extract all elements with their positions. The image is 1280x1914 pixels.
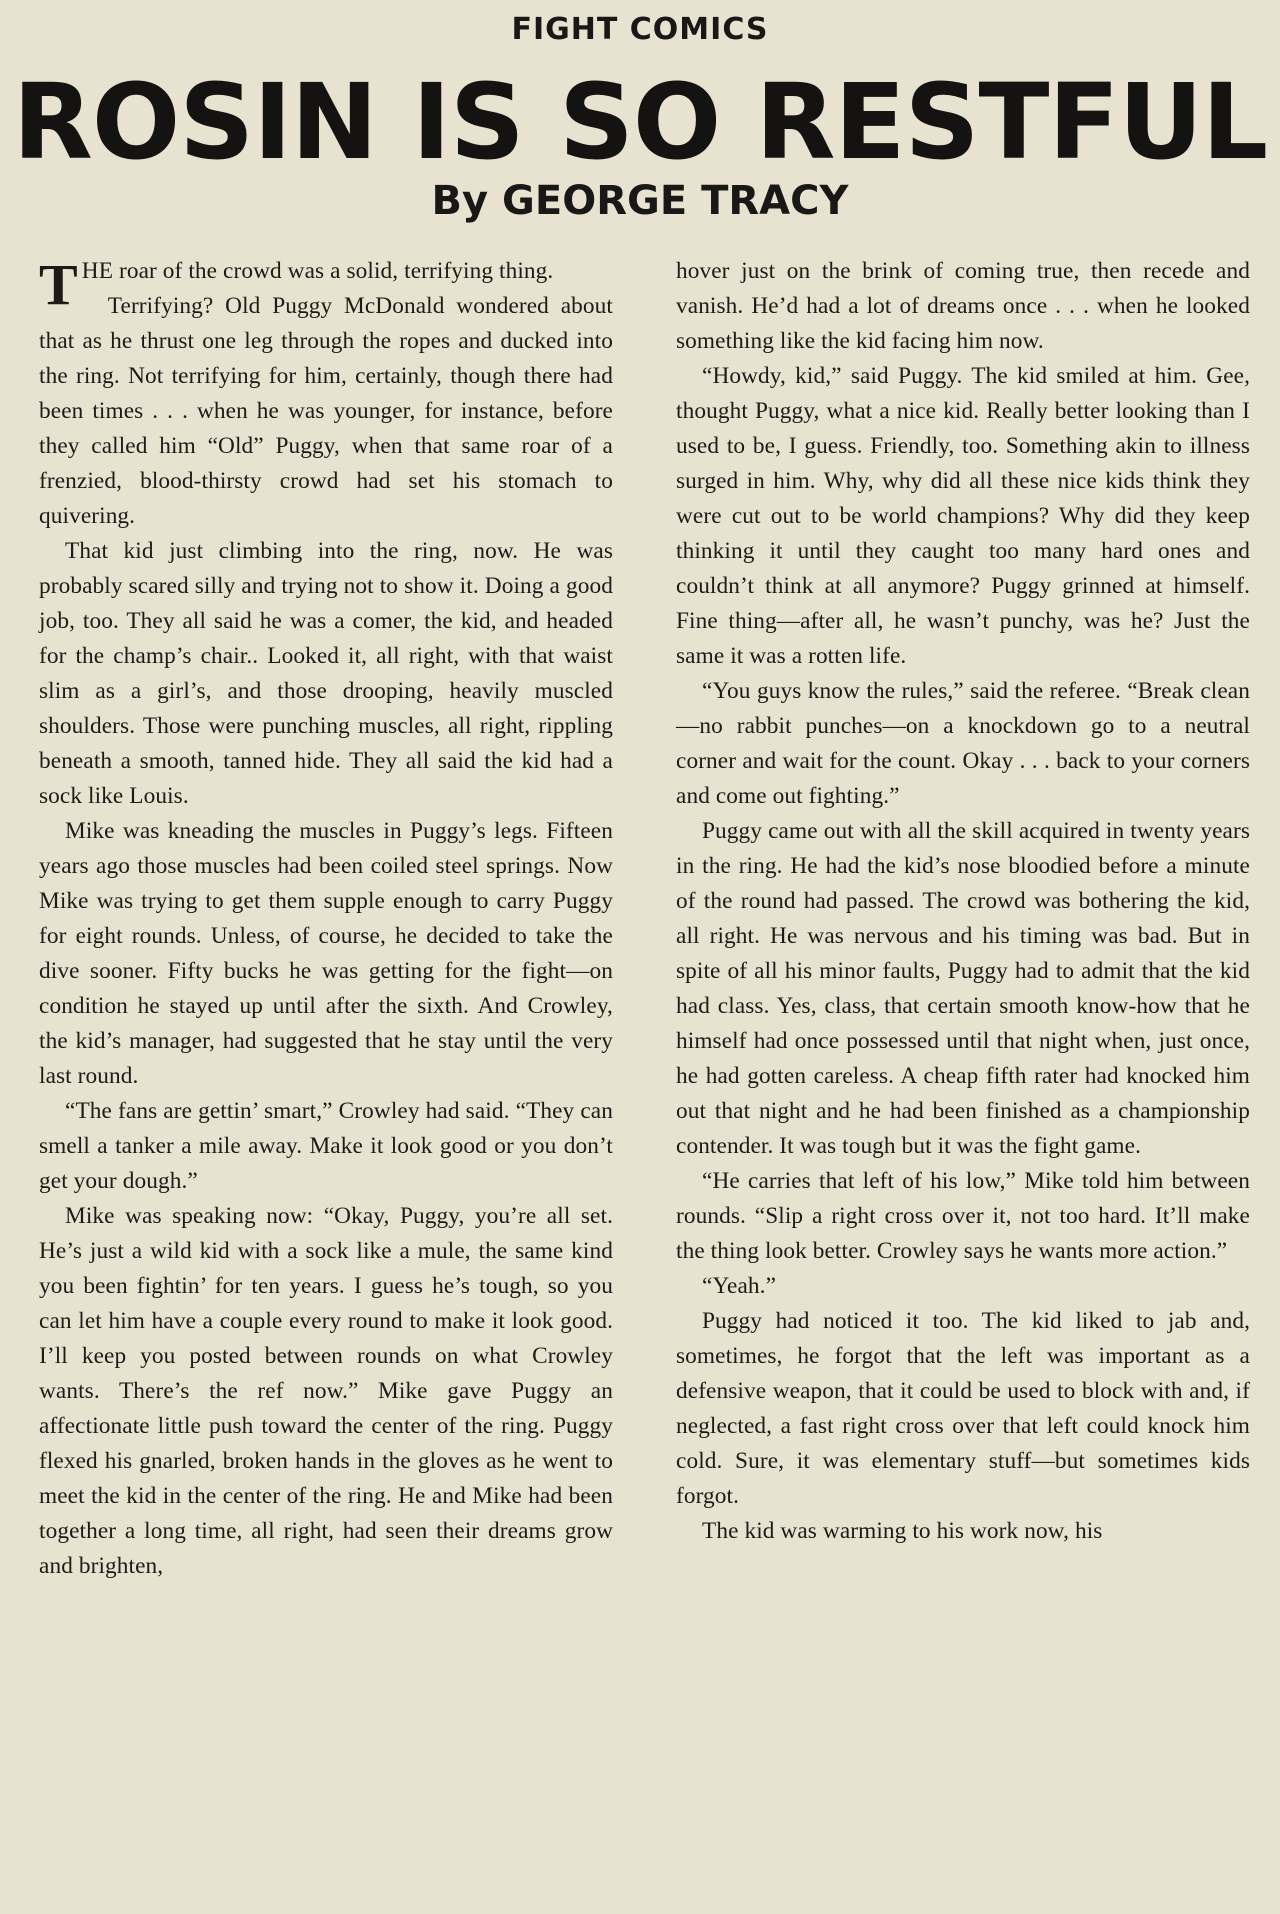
story-column-right [676,254,1250,1549]
story-paragraph: “Yeah.” [702,1273,777,1299]
story-paragraph: “You guys know the rules,” said the referee. “Break clean—no rabbit punches—on a knockdown go to a neutral corner and wait for the count. Okay . . . back to your corners and come out fighting.” [676,678,1250,809]
story-paragraph: That kid just climbing into the ring, now. He was probably scared silly and trying not to show it. Doing a good job, too. They all said he was a comer, the kid, and headed for the champ’s chair.. Looked it, all right, with that waist slim as a girl’s, and those drooping, heavily muscled shoulders. Those were punching muscles, all right, rippling beneath a smooth, tanned hide. They all said the kid had a sock like Louis. [39,538,613,809]
story-column-left [39,254,613,1584]
story-paragraph: Mike was kneading the muscles in Puggy’s legs. Fifteen years ago those muscles had been coiled steel springs. Now Mike was trying to get them supple enough to carry Puggy for eight rounds. Unless, of course, he decided to take the dive sooner. Fifty bucks he was getting for the fight—on condition he stayed up until after the sixth. And Crowley, the kid’s manager, had suggested that he stay until the very last round. [39,818,613,1089]
story-paragraph: “He carries that left of his low,” Mike told him between rounds. “Slip a right cross over it, not too hard. It’ll make the thing look better. Crowley says he wants more action.” [676,1168,1250,1264]
story-paragraph: “Howdy, kid,” said Puggy. The kid smiled at him. Gee, thought Puggy, what a nice kid. Really better looking than I used to be, I guess. Friendly, too. Something akin to illness surged in him. Why, why did all these nice kids think they were cut out to be world champions? Why did they keep thinking it until they caught too many hard ones and couldn’t think at all anymore? Puggy grinned at himself. Fine thing—after all, he wasn’t punchy, was he? Just the same it was a rotten life. [676,363,1250,669]
story-paragraph: Mike was speaking now: “Okay, Puggy, you’re all set. He’s just a wild kid with a sock like a mule, the same kind you been fightin’ for ten years. I guess he’s tough, so you can let him have a couple every round to make it look good. I’ll keep you posted between rounds on what Crowley wants. There’s the ref now.” Mike gave Puggy an affectionate little push toward the center of the ring. Puggy flexed his gnarled, broken hands in the gloves as he went to meet the kid in the center of the ring. He and Mike had been together a long time, all right, had seen their dreams grow and brighten, [39,1203,613,1579]
story-paragraph: Puggy had noticed it too. The kid liked to jab and, sometimes, he forgot that the left was important as a defensive weapon, that it could be used to block with and, if neglected, a fast right cross over that left could knock him cold. Sure, it was elementary stuff—but sometimes kids forgot. [676,1308,1250,1509]
story-paragraph-continued: hover just on the brink of coming true, then recede and vanish. He’d had a lot of dreams once . . . when he looked something like the kid facing him now. [676,258,1250,354]
story-paragraph: THE roar of the crowd was a solid, terrifying thing. [39,252,554,317]
story-paragraph: Terrifying? Old Puggy McDonald wondered about that as he thrust one leg through the ropes and ducked into the ring. Not terrifying for him, certainly, though there had been times . . . when he was younger, for instance, before they called him “Old” Puggy, when that same roar of a frenzied, blood-thirsty crowd had set his stomach to quivering. [39,293,613,529]
story-paragraph: The kid was warming to his work now, his [702,1518,1103,1544]
story-title: ROSIN IS SO RESTFUL [12,61,1268,183]
story-paragraph: “The fans are gettin’ smart,” Crowley had said. “They can smell a tanker a mile away. Make it look good or you don’t get your dough.” [39,1098,613,1194]
magazine-running-head: FIGHT COMICS [511,12,769,47]
drop-cap: T [39,252,78,317]
story-paragraph: Puggy came out with all the skill acquired in twenty years in the ring. He had the kid’s nose bloodied before a minute of the round had passed. The crowd was bothering the kid, all right. He was nervous and his timing was bad. But in spite of all his minor faults, Puggy had to admit that the kid had class. Yes, class, that certain smooth know-how that he himself had once possessed until that night when, just once, he had gotten careless. A cheap fifth rater had knocked him out that night and he had been finished as a championship contender. It was tough but it was the fight game. [676,818,1250,1159]
story-byline: By GEORGE TRACY [431,178,849,224]
